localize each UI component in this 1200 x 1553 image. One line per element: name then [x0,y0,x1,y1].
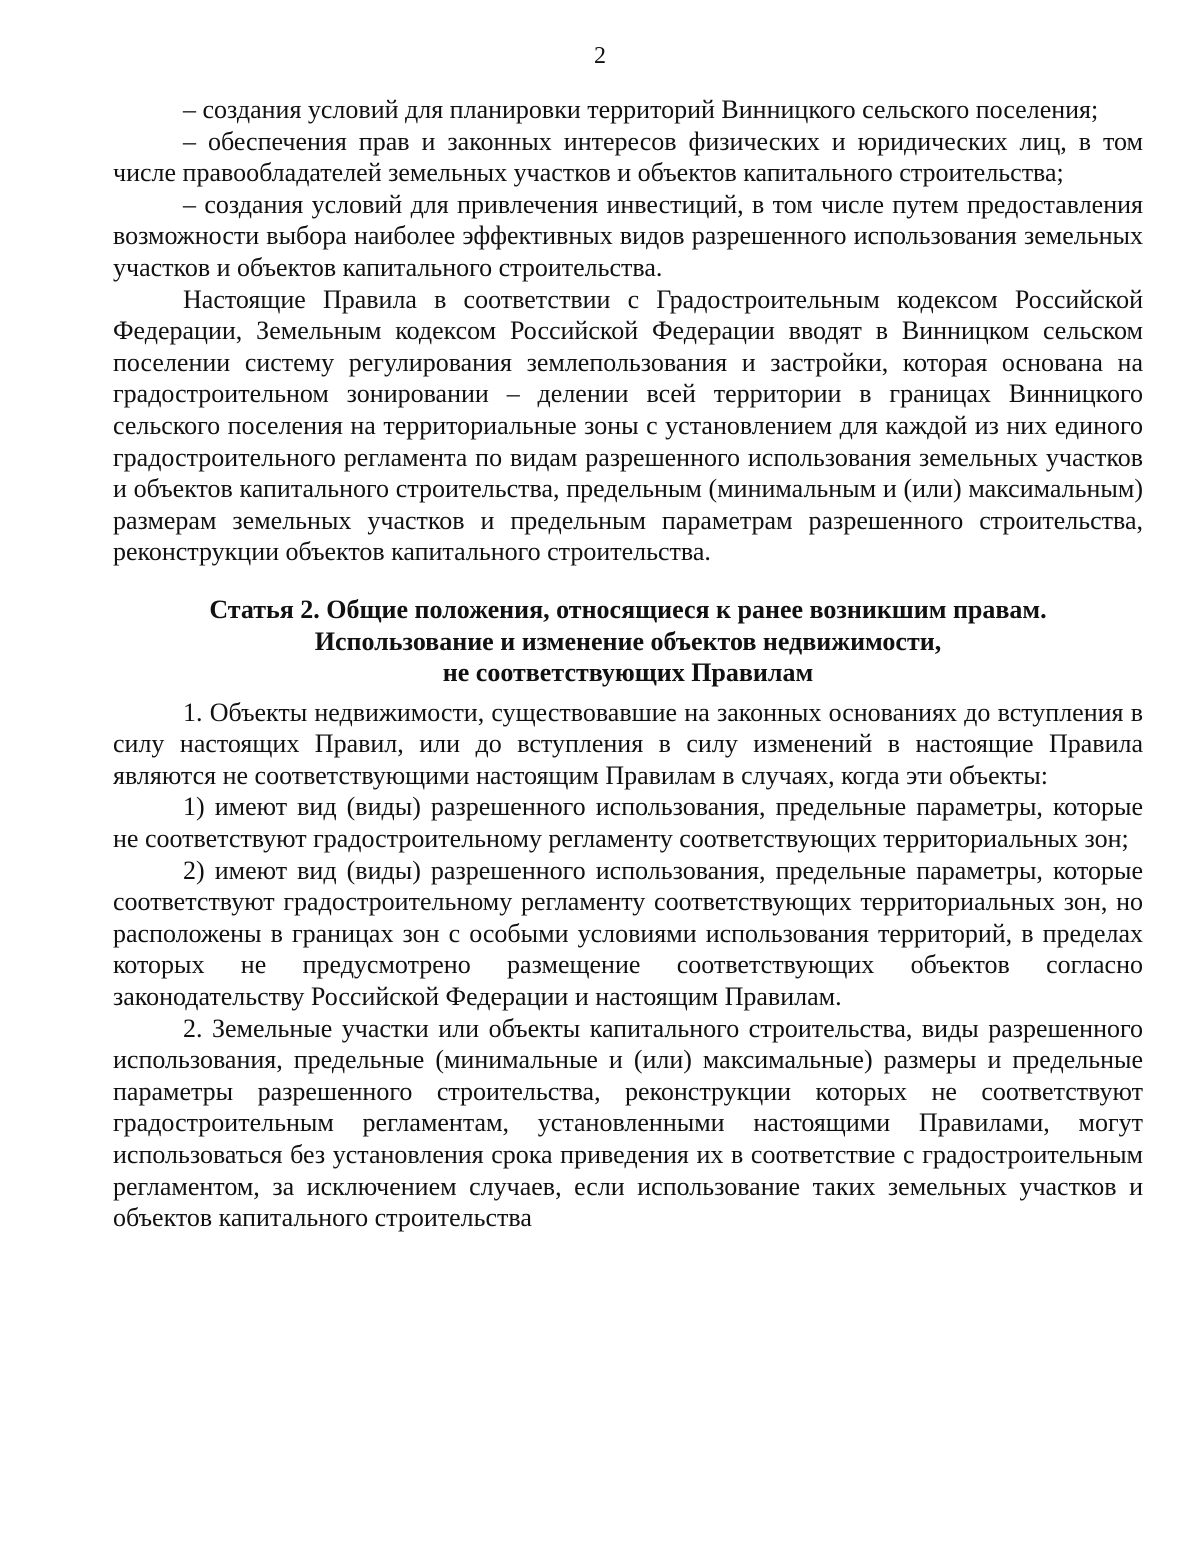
paragraph-item-1: 1. Объекты недвижимости, существовавшие на законных основаниях до вступления в силу настоящих Правил, или до вступления в силу изменений в настоящие Правила являются не соответствующими настоящим Правилам в случаях, когда эти объекты: [113,697,1143,790]
heading-line-1: Статья 2. Общие положения, относящиеся к ранее возникшим правам. [209,594,1047,624]
paragraph-investment-conditions: – создания условий для привлечения инвестиций, в том числе путем предоставления возможности выбора наиболее эффективных видов разрешенного использования земельных участков и объектов капитального строительства. [113,189,1143,282]
paragraph-planning-conditions: – создания условий для планировки территорий Винницкого сельского поселения; [183,95,1099,124]
heading-line-2: Использование и изменение объектов недвижимости, [314,626,942,656]
document-body [113,94,1143,1234]
paragraph-rights-protection: – обеспечения прав и законных интересов физических и юридических лиц, в том числе правообладателей земельных участков и объектов капитального строительства; [113,126,1143,188]
page-number: 2 [594,43,606,69]
paragraph-item-2: 2. Земельные участки или объекты капитального строительства, виды разрешенного использования, предельные (минимальные и (или) максимальные) размеры и предельные параметры разрешенного строительства, реконструкции которых не соответствуют градостроительным регламентам, установленными настоящими Правилами, могут использоваться без установления срока приведения их в соответствие с градостроительным регламентом, за исключением случаев, если использование таких земельных участков и объектов капитального строительства [113,1013,1143,1233]
article-2-heading [113,594,1143,689]
paragraph-zoning-system: Настоящие Правила в соответствии с Градостроительным кодексом Российской Федерации, Земельным кодексом Российской Федерации вводят в Винницком сельском поселении систему регулирования землепользования и застройки, которая основана на градостроительном зонировании – делении всей территории в границах Винницкого сельского поселения на территориальные зоны с установлением для каждой из них единого градостроительного регламента по видам разрешенного использования земельных участков и объектов капитального строительства, предельным (минимальным и (или) максимальным) размерам земельных участков и предельным параметрам разрешенного строительства, реконструкции объектов капитального строительства. [113,284,1143,567]
paragraph-subitem-2: 2) имеют вид (виды) разрешенного использования, предельные параметры, которые соответствуют градостроительному регламенту соответствующих территориальных зон, но расположены в границах зон с особыми условиями использования территорий, в пределах которых не предусмотрено размещение соответствующих объектов согласно законодательству Российской Федерации и настоящим Правилам. [113,855,1143,1012]
paragraph-subitem-1: 1) имеют вид (виды) разрешенного использования, предельные параметры, которые не соответствуют градостроительному регламенту соответствующих территориальных зон; [113,792,1143,854]
heading-line-3: не соответствующих Правилам [442,658,814,688]
